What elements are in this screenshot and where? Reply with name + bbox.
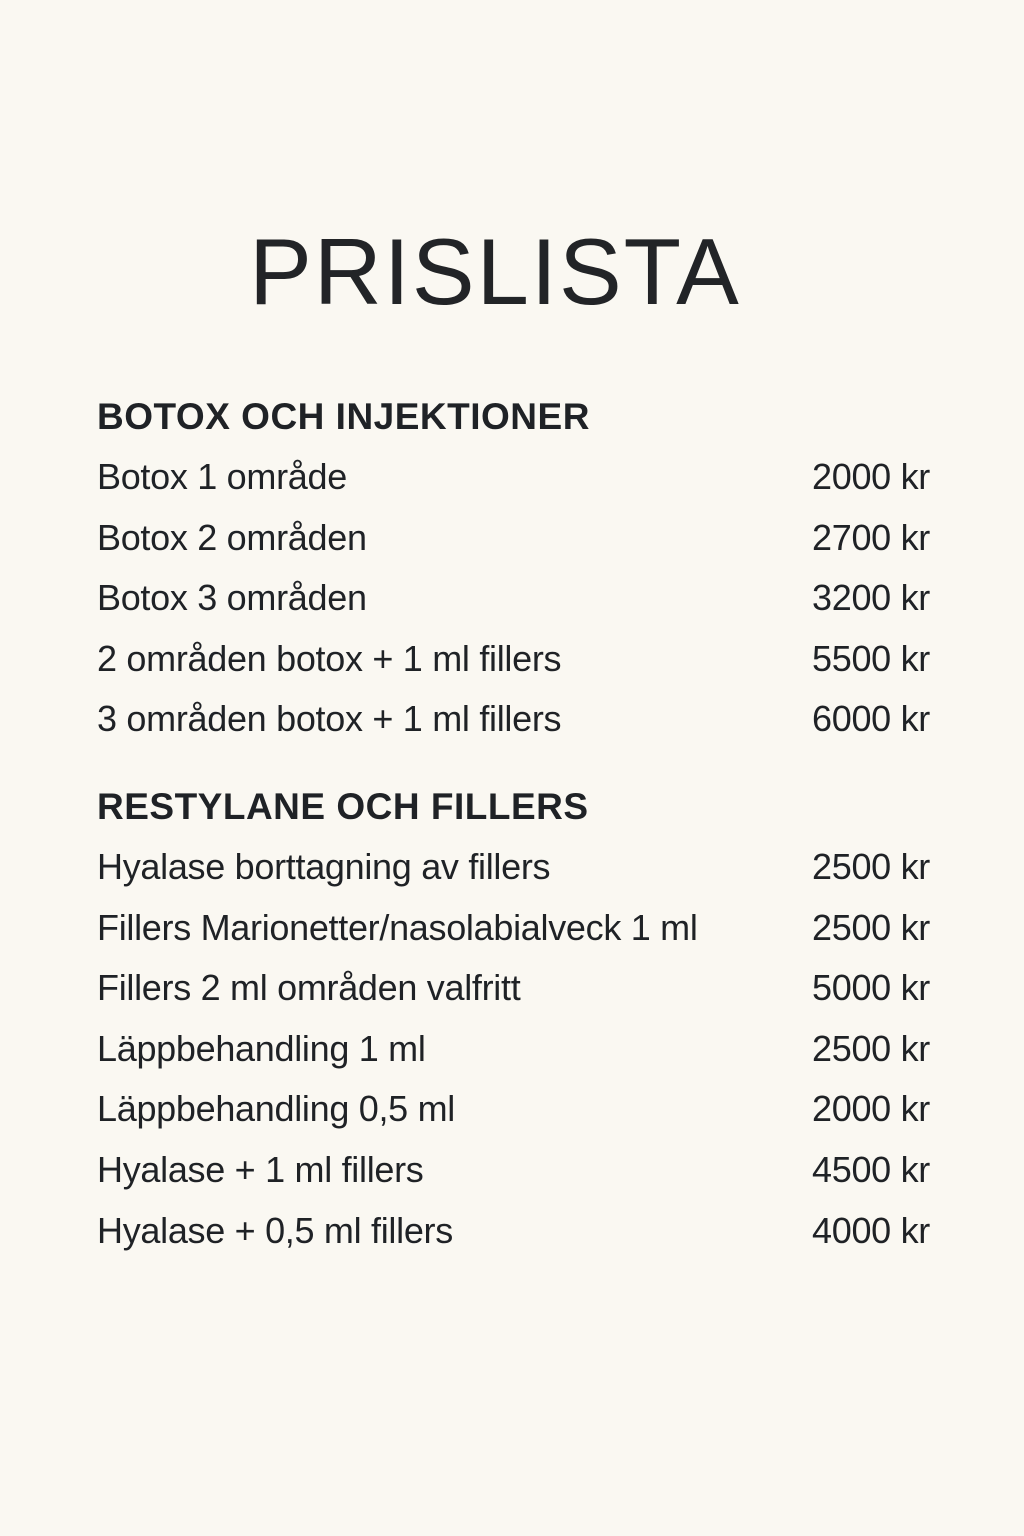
price-row (97, 1201, 930, 1262)
price-row (97, 568, 930, 629)
price-row (97, 898, 930, 959)
item-name: Hyalase borttagning av fillers (97, 846, 551, 887)
section-heading: RESTYLANE OCH FILLERS (97, 786, 589, 827)
item-name: Fillers Marionetter/nasolabialveck 1 ml (97, 906, 698, 948)
item-name: 2 områden botox + 1 ml fillers (97, 637, 562, 679)
item-name: Läppbehandling 1 ml (97, 1027, 426, 1069)
item-name: Hyalase + 0,5 ml fillers (97, 1209, 453, 1251)
item-price: 5500 kr (812, 637, 930, 679)
price-row (97, 629, 930, 690)
item-price: 2500 kr (812, 906, 930, 948)
price-row (97, 1019, 930, 1080)
section-botox (97, 387, 930, 750)
item-price: 6000 kr (812, 698, 930, 740)
item-price: 4000 kr (812, 1209, 930, 1251)
price-row (97, 958, 930, 1019)
section-heading: BOTOX OCH INJEKTIONER (97, 396, 590, 437)
item-name: 3 områden botox + 1 ml fillers (97, 698, 562, 740)
section-restylane (97, 777, 930, 1261)
item-price: 2500 kr (812, 846, 930, 887)
item-price: 3200 kr (812, 577, 930, 619)
price-row (97, 689, 930, 750)
price-row (97, 508, 930, 569)
page-title: PRISLISTA (249, 219, 741, 324)
item-name: Botox 2 områden (97, 516, 367, 558)
price-row (97, 837, 930, 898)
item-name: Läppbehandling 0,5 ml (97, 1088, 455, 1130)
item-price: 4500 kr (812, 1148, 930, 1190)
item-price: 2700 kr (812, 516, 930, 558)
item-name: Botox 1 område (97, 456, 347, 497)
price-row (97, 1079, 930, 1140)
item-name: Botox 3 områden (97, 577, 367, 619)
item-price: 5000 kr (812, 967, 930, 1009)
item-name: Hyalase + 1 ml fillers (97, 1148, 424, 1190)
item-price: 2500 kr (812, 1027, 930, 1069)
price-row (97, 447, 930, 508)
item-name: Fillers 2 ml områden valfritt (97, 967, 521, 1009)
item-price: 2000 kr (812, 456, 930, 497)
price-row (97, 1140, 930, 1201)
item-price: 2000 kr (812, 1088, 930, 1130)
